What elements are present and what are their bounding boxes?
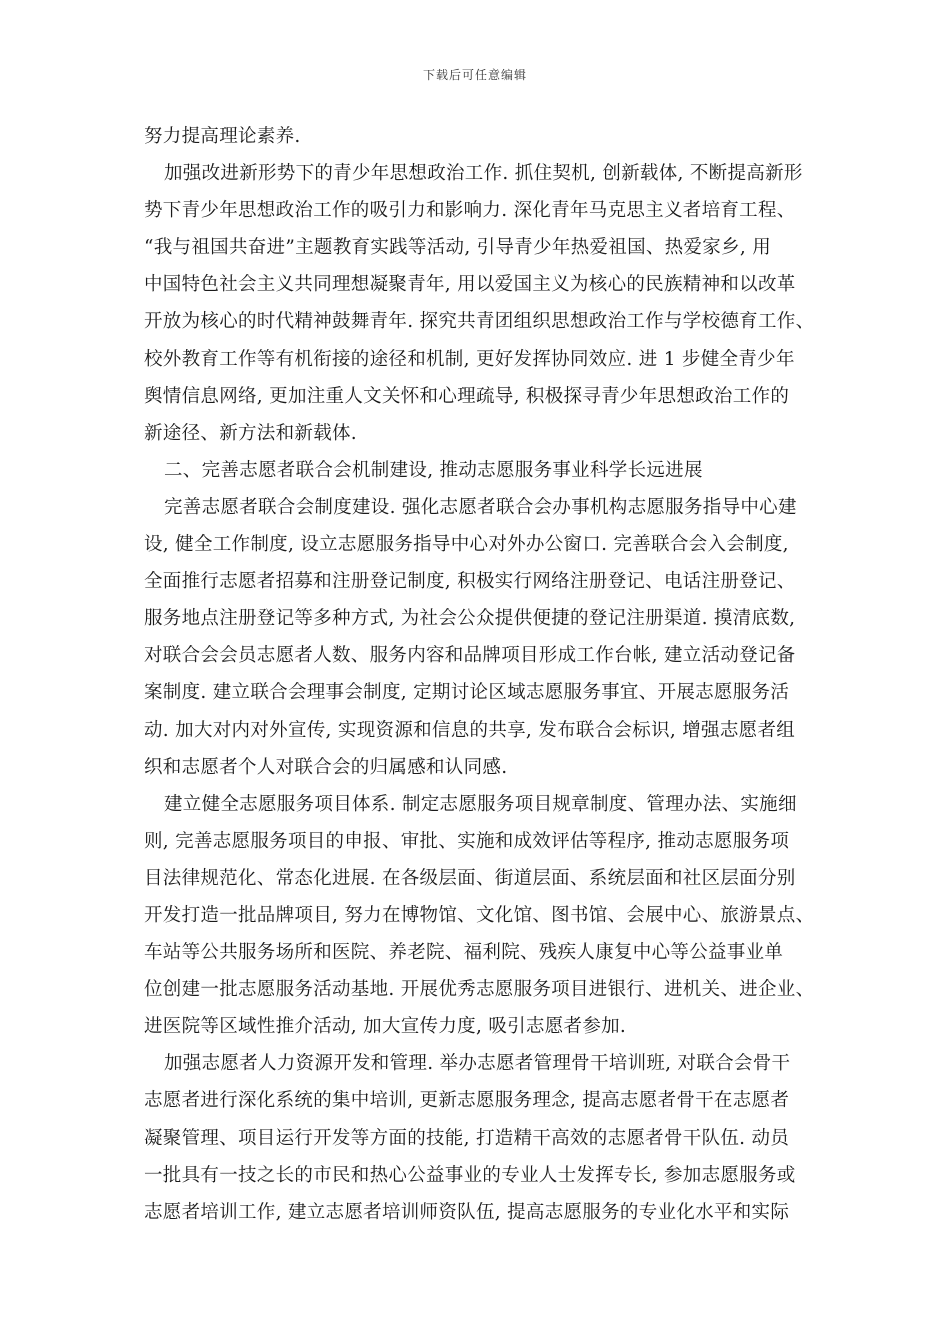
text-line: 凝聚管理、项目运行开发等方面的技能, 打造精干高效的志愿者骨干队伍. 动员: [144, 1127, 790, 1149]
text-line: 全面推行志愿者招募和注册登记制度, 积极实行网络注册登记、电话注册登记、: [144, 571, 796, 593]
text-line: 志愿者培训工作, 建立志愿者培训师资队伍, 提高志愿服务的专业化水平和实际: [144, 1201, 790, 1223]
text-line: 案制度. 建立联合会理事会制度, 定期讨论区域志愿服务事宜、开展志愿服务活: [144, 682, 790, 704]
text-line: 二、完善志愿者联合会机制建设, 推动志愿服务事业科学长远进展: [164, 459, 703, 481]
text-line: 建立健全志愿服务项目体系. 制定志愿服务项目规章制度、管理办法、实施细: [164, 793, 797, 815]
document-body: [144, 118, 824, 1231]
text-line: 服务地点注册登记等多种方式, 为社会公众提供便捷的登记注册渠道. 摸清底数,: [144, 608, 796, 630]
text-line: 努力提高理论素养.: [144, 126, 301, 147]
text-line: 加强改进新形势下的青少年思想政治工作. 抓住契机, 创新载体, 不断提高新形: [164, 163, 803, 185]
text-line: 志愿者进行深化系统的集中培训, 更新志愿服务理念, 提高志愿者骨干在志愿者: [144, 1090, 790, 1112]
text-line: 车站等公共服务场所和医院、养老院、福利院、残疾人康复中心等公益事业单: [144, 942, 784, 964]
text-line: 开放为核心的时代精神鼓舞青年. 探究共青团组织思想政治工作与学校德育工作、: [144, 311, 815, 333]
text-line: 势下青少年思想政治工作的吸引力和影响力. 深化青年马克思主义者培育工程、: [144, 200, 796, 222]
text-line: 对联合会会员志愿者人数、服务内容和品牌项目形成工作台帐, 建立活动登记备: [144, 645, 796, 667]
text-line: 新途径、新方法和新载体.: [144, 422, 357, 444]
text-line: 位创建一批志愿服务活动基地. 开展优秀志愿服务项目进银行、进机关、进企业、: [144, 979, 815, 1001]
text-line: 中国特色社会主义共同理想凝聚青年, 用以爱国主义为核心的民族精神和以改革: [144, 274, 796, 296]
text-line: 开发打造一批品牌项目, 努力在博物馆、文化馆、图书馆、会展中心、旅游景点、: [144, 904, 815, 926]
text-line: 织和志愿者个人对联合会的归属感和认同感.: [144, 756, 508, 778]
text-line: 进医院等区域性推介活动, 加大宣传力度, 吸引志愿者参加.: [144, 1016, 627, 1038]
text-line: 舆情信息网络, 更加注重人文关怀和心理疏导, 积极探寻青少年思想政治工作的: [144, 385, 790, 407]
text-line: 目法律规范化、常态化进展. 在各级层面、街道层面、系统层面和社区层面分别: [144, 867, 796, 889]
text-line: 加强志愿者人力资源开发和管理. 举办志愿者管理骨干培训班, 对联合会骨干: [164, 1053, 791, 1075]
text-line: “我与祖国共奋进”主题教育实践等活动, 引导青少年热爱祖国、热爱家乡, 用: [144, 237, 772, 259]
text-line: 设, 健全工作制度, 设立志愿服务指导中心对外办公窗口. 完善联合会入会制度,: [144, 534, 789, 556]
page-header: 下载后可任意编辑: [422, 68, 527, 82]
text-line: 完善志愿者联合会制度建设. 强化志愿者联合会办事机构志愿服务指导中心建: [164, 496, 797, 518]
text-line: 校外教育工作等有机衔接的途径和机制, 更好发挥协同效应. 进 1 步健全青少年: [144, 348, 795, 370]
text-line: 动. 加大对内对外宣传, 实现资源和信息的共享, 发布联合会标识, 增强志愿者组: [144, 719, 796, 741]
text-line: 一批具有一技之长的市民和热心公益事业的专业人士发挥专长, 参加志愿服务或: [144, 1164, 796, 1186]
text-line: 则, 完善志愿服务项目的申报、审批、实施和成效评估等程序, 推动志愿服务项: [144, 830, 790, 852]
